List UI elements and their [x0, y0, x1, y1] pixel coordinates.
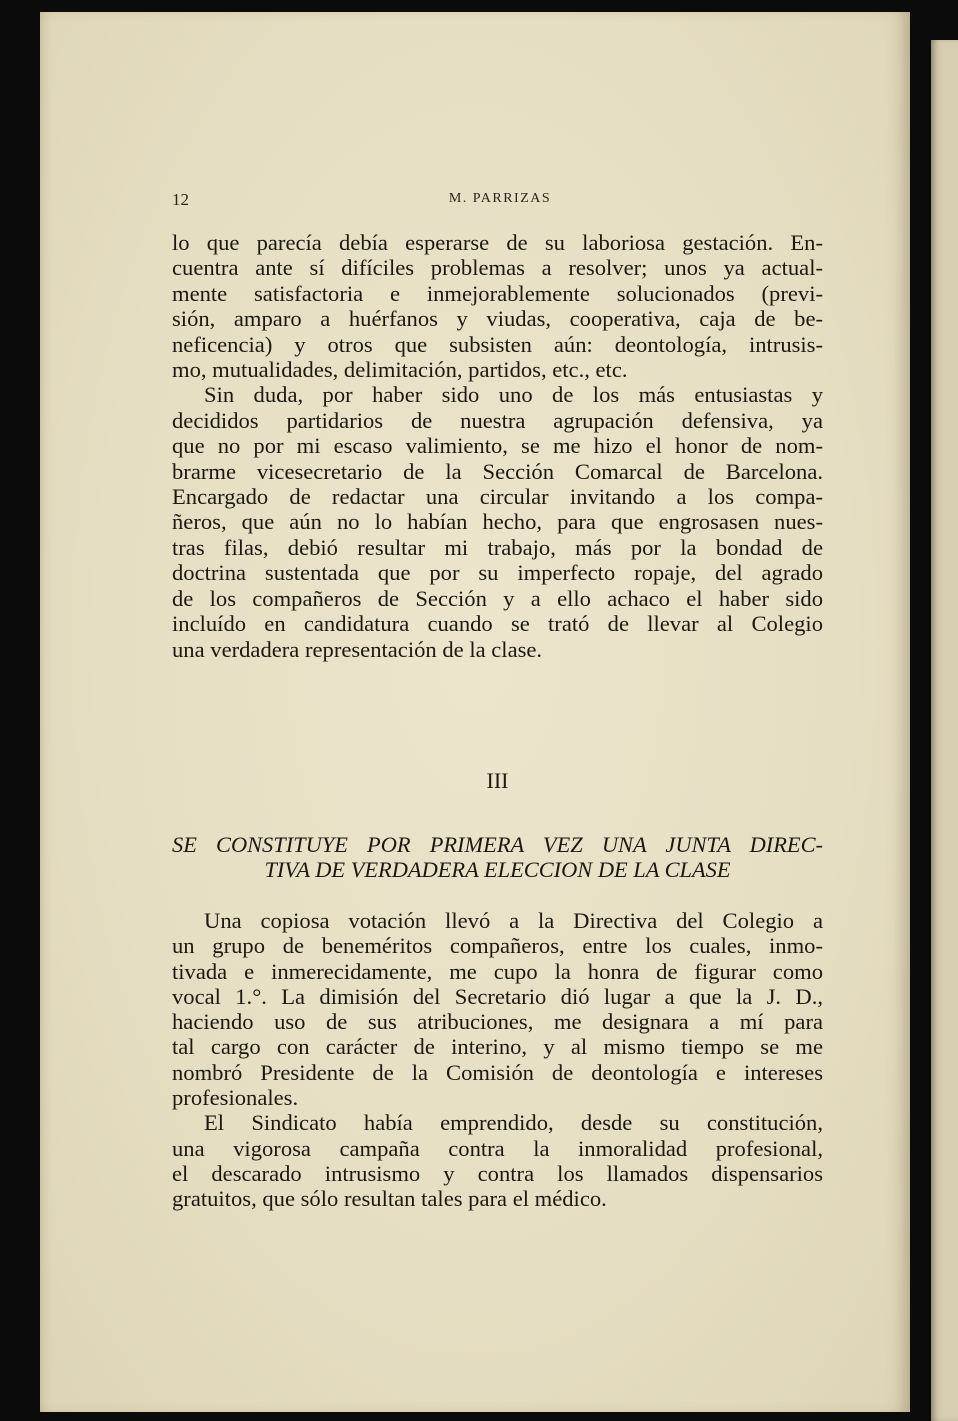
body-text-top	[172, 230, 823, 662]
text-line: decididos partidarios de nuestra agrupación defensiva, ya	[172, 407, 823, 433]
text-line: tras filas, debió resultar mi trabajo, más por la bondad de	[172, 534, 823, 560]
chapter-title-line-1: SE CONSTITUYE POR PRIMERA VEZ UNA JUNTA DIREC-	[172, 832, 823, 857]
text-line: un grupo de beneméritos compañeros, entre los cuales, inmo-	[172, 933, 823, 959]
text-line: gratuitos, que sólo resultan tales para el médico.	[172, 1186, 607, 1212]
text-line: una vigorosa campaña contra la inmoralidad profesional,	[172, 1135, 823, 1161]
text-line: nombró Presidente de la Comisión de deontología e intereses	[172, 1059, 823, 1085]
text-line: haciendo uso de sus atribuciones, me designara a mí para	[172, 1009, 823, 1035]
text-line: profesionales.	[172, 1085, 299, 1111]
text-line: sión, amparo a huérfanos y viudas, cooperativa, caja de be-	[172, 306, 823, 332]
text-line: cuentra ante sí difíciles problemas a resolver; unos ya actual-	[172, 255, 823, 281]
paragraph-2	[172, 382, 823, 661]
chapter-number: III	[486, 768, 509, 793]
text-line: ñeros, que aún no lo habían hecho, para que engrosasen nues-	[172, 509, 823, 535]
text-line: doctrina sustentada que por su imperfecto ropaje, del agrado	[172, 560, 823, 586]
text-line: tivada e inmerecidamente, me cupo la honra de figurar como	[172, 958, 823, 984]
running-title: M. PARRIZAS	[448, 191, 552, 206]
text-line: que no por mi escaso valimiento, se me hizo el honor de nom-	[172, 433, 823, 459]
text-line: brarme vicesecretario de la Sección Comarcal de Barcelona.	[172, 458, 823, 484]
text-line: incluído en candidatura cuando se trató de llevar al Colegio	[172, 611, 823, 637]
chapter-title-line-2: TIVA DE VERDADERA ELECCION DE LA CLASE	[264, 857, 731, 882]
text-line: mo, mutualidades, delimitación, partidos, etc., etc.	[172, 357, 628, 383]
text-line: El Sindicato había emprendido, desde su constitución,	[204, 1110, 823, 1136]
text-line: una verdadera representación de la clase.	[172, 636, 543, 662]
text-line: Una copiosa votación llevó a la Directiva del Colegio a	[204, 908, 823, 933]
text-line: Encargado de redactar una circular invitando a los compa-	[172, 484, 823, 510]
body-text-bottom	[172, 908, 823, 1212]
text-line: vocal 1.°. La dimisión del Secretario dió lugar a que la J. D.,	[172, 983, 823, 1009]
text-line: el descarado intrusismo y contra los llamados dispensarios	[172, 1160, 823, 1186]
text-line: tal cargo con carácter de interino, y al mismo tiempo se me	[172, 1034, 823, 1060]
text-line: de los compañeros de Sección y a ello achaco el haber sido	[172, 585, 823, 611]
text-line: lo que parecía debía esperarse de su laboriosa gestación. En-	[172, 230, 823, 255]
adjacent-page-edge	[931, 40, 958, 1421]
text-line: Sin duda, por haber sido uno de los más entusiastas y	[204, 382, 823, 408]
running-head	[170, 190, 830, 214]
paragraph-4	[172, 1110, 823, 1211]
text-line: neficencia) y otros que subsisten aún: deontología, intrusis-	[172, 331, 823, 357]
paragraph-1	[172, 230, 823, 382]
text-line: mente satisfactoria e inmejorablemente solucionados (previ-	[172, 280, 823, 306]
chapter-title	[172, 832, 823, 882]
page-number: 12	[172, 190, 189, 209]
paragraph-3	[172, 908, 823, 1110]
